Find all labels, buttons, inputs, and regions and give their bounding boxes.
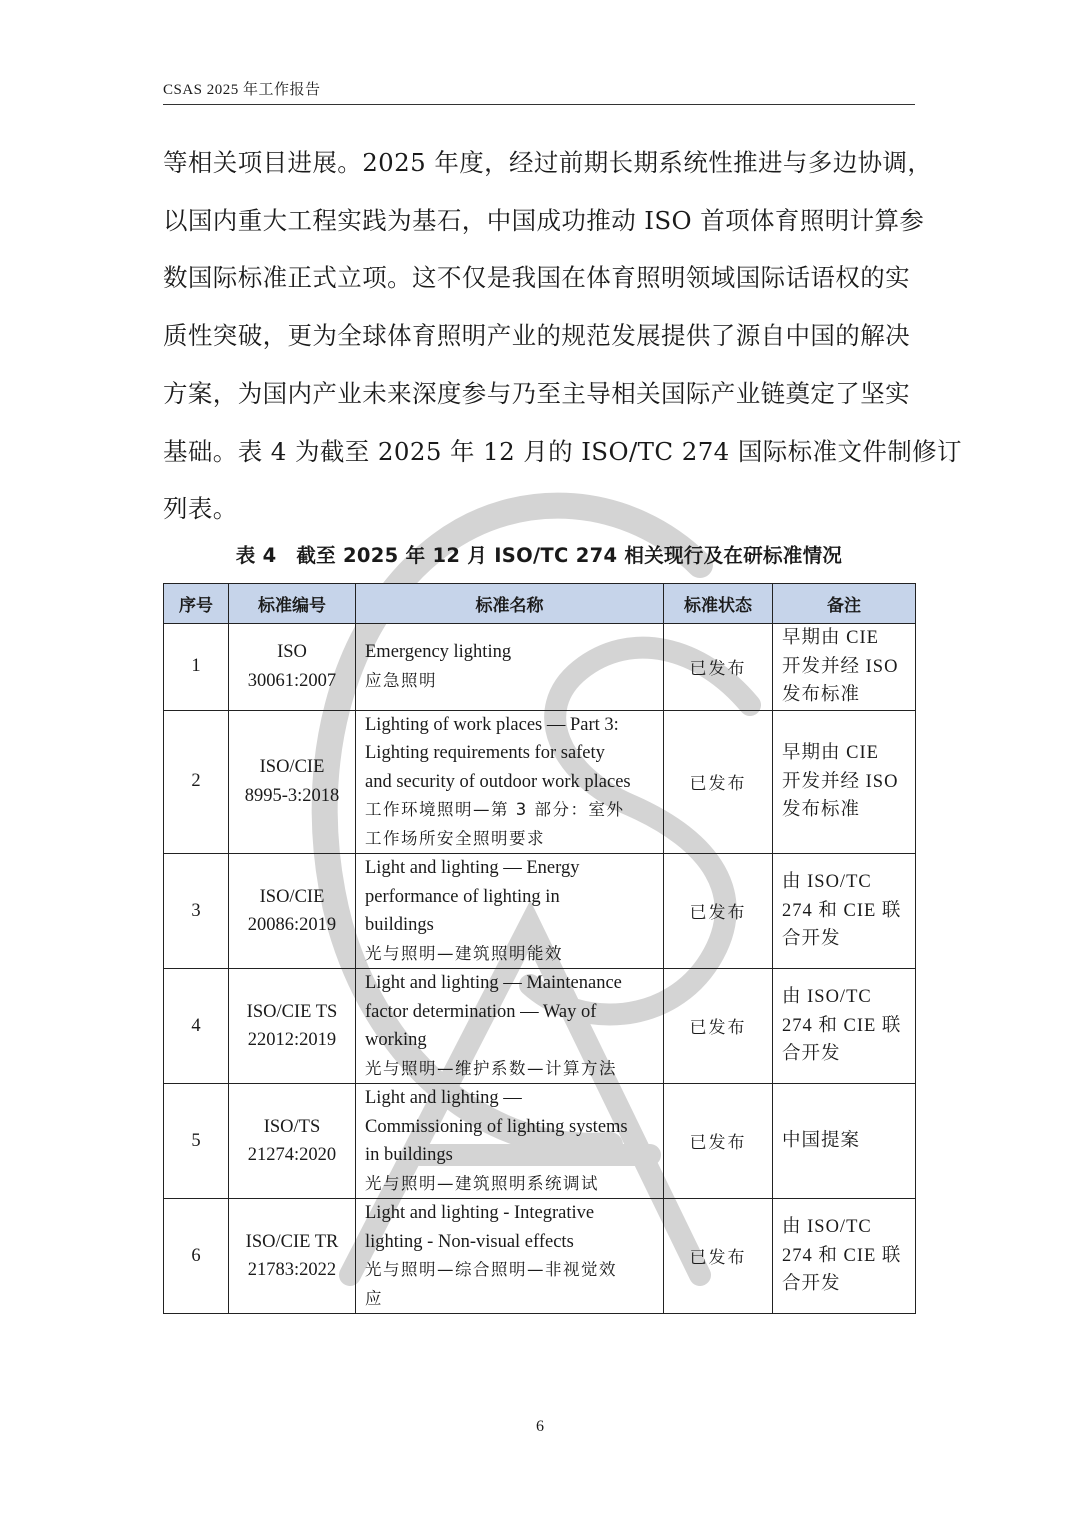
column-header-name: 标准名称 (356, 584, 664, 624)
running-header: CSAS 2025 年工作报告 (163, 82, 321, 98)
status-text: 已发布 (689, 1248, 747, 1268)
name-en-line: Light and lighting — Energy (365, 858, 580, 878)
standard-name (356, 854, 664, 969)
row-number: 5 (164, 1084, 229, 1199)
body-line: 质性突破，更为全球体育照明产业的规范发展提供了源自中国的解决 (163, 321, 910, 351)
table-row (164, 1199, 916, 1314)
status-text: 已发布 (689, 1133, 747, 1153)
table-header-row (164, 584, 916, 624)
standard-name (356, 969, 664, 1084)
note-line: 274 和 CIE 联 (782, 1245, 902, 1266)
table-row (164, 710, 916, 854)
status-text: 已发布 (689, 1018, 747, 1038)
note-line: 274 和 CIE 联 (782, 1015, 902, 1036)
code-line: 30061:2007 (247, 670, 337, 691)
body-line: 基础。表 4 为截至 2025 年 12 月的 ISO/TC 274 国际标准文件制修订 (163, 436, 962, 466)
table-row (164, 969, 916, 1084)
body-line: 方案，为国内产业未来深度参与乃至主导相关国际产业链奠定了坚实 (163, 378, 910, 408)
standard-status (664, 854, 773, 969)
name-en-line: Light and lighting — (365, 1088, 522, 1108)
name-en-line: performance of lighting in (365, 886, 560, 907)
row-number: 1 (164, 624, 229, 711)
name-zh-line: 应 (365, 1288, 383, 1308)
note-line: 早期由 CIE (782, 743, 879, 763)
standard-status (664, 969, 773, 1084)
note-line: 合开发 (782, 1274, 841, 1295)
note-line: 早期由 CIE (782, 628, 879, 648)
body-line: 数国际标准正式立项。这不仅是我国在体育照明领域国际话语权的实 (163, 263, 910, 293)
name-zh-line: 光与照明—建筑照明能效 (365, 943, 563, 963)
standard-note (773, 1199, 916, 1314)
status-text: 已发布 (689, 903, 747, 923)
standard-status (664, 710, 773, 854)
name-en-line: Lighting of work places — Part 3: (365, 714, 619, 735)
note-line: 合开发 (782, 929, 841, 950)
name-en-line: Light and lighting — Maintenance (365, 973, 622, 993)
code-line: ISO/CIE (259, 886, 325, 907)
row-number: 2 (164, 710, 229, 854)
table-row (164, 624, 916, 711)
code-line: 21274:2020 (247, 1145, 337, 1165)
column-header-no: 序号 (164, 584, 229, 624)
body-line: 列表。 (163, 494, 238, 524)
note-line: 发布标准 (782, 685, 861, 705)
standards-table (163, 583, 916, 1314)
note-line: 发布标准 (782, 800, 861, 820)
row-number: 3 (164, 854, 229, 969)
name-zh-line: 光与照明—综合照明—非视觉效 (365, 1260, 617, 1279)
header-rule (163, 104, 915, 105)
note-line: 由 ISO/TC (782, 1217, 872, 1238)
name-en-line: Light and lighting - Integrative (365, 1203, 595, 1223)
table-row (164, 854, 916, 969)
standard-code (229, 1199, 356, 1314)
status-text: 已发布 (689, 773, 747, 794)
code-line: 21783:2022 (247, 1260, 337, 1280)
table-caption: 表 4 截至 2025 年 12 月 ISO/TC 274 相关现行及在研标准情况 (235, 544, 843, 567)
table-row (164, 1084, 916, 1199)
standard-code (229, 624, 356, 711)
code-line: ISO/CIE TS (246, 1001, 338, 1022)
name-en-line: factor determination — Way of (365, 1001, 597, 1022)
status-text: 已发布 (689, 658, 747, 679)
standard-name (356, 710, 664, 854)
code-line: ISO/CIE TR (245, 1231, 339, 1252)
note-line: 由 ISO/TC (782, 987, 872, 1008)
code-line: ISO (277, 642, 307, 663)
note-line: 合开发 (782, 1044, 841, 1065)
standard-name (356, 1084, 664, 1199)
body-paragraph (163, 134, 962, 538)
standard-code (229, 710, 356, 854)
code-line: ISO/CIE (259, 757, 325, 778)
name-en-line: Commissioning of lighting systems (365, 1116, 628, 1137)
standard-name (356, 624, 664, 711)
code-line: ISO/TS (263, 1116, 321, 1137)
column-header-code: 标准编号 (229, 584, 356, 624)
code-line: 22012:2019 (247, 1030, 337, 1050)
standard-name (356, 1199, 664, 1314)
name-zh-line: 工作环境照明—第 3 部分：室外 (365, 800, 625, 819)
note-line: 中国提案 (782, 1130, 861, 1151)
name-en-line: buildings (365, 915, 434, 935)
name-en-line: lighting - Non-visual effects (365, 1231, 574, 1252)
name-en-line: and security of outdoor work places (365, 771, 631, 792)
name-zh-line: 光与照明—维护系数—计算方法 (365, 1058, 617, 1078)
standard-note (773, 624, 916, 711)
standard-note (773, 710, 916, 854)
column-header-status: 标准状态 (664, 584, 773, 624)
note-line: 开发并经 ISO (782, 656, 899, 677)
standard-code (229, 1084, 356, 1199)
page-number: 6 (536, 1418, 544, 1435)
standard-note (773, 854, 916, 969)
row-number: 4 (164, 969, 229, 1084)
standard-note (773, 969, 916, 1084)
body-line: 等相关项目进展。2025 年度，经过前期长期系统性推进与多边协调， (163, 148, 933, 177)
name-zh-line: 光与照明—建筑照明系统调试 (365, 1173, 599, 1193)
name-en-line: working (365, 1030, 427, 1050)
code-line: 8995-3:2018 (244, 785, 340, 806)
standard-status (664, 1199, 773, 1314)
standard-status (664, 624, 773, 711)
name-en-line: Lighting requirements for safety (365, 743, 605, 763)
note-line: 由 ISO/TC (782, 872, 872, 893)
note-line: 274 和 CIE 联 (782, 900, 902, 921)
name-zh-line: 工作场所安全照明要求 (365, 828, 545, 848)
body-line: 以国内重大工程实践为基石，中国成功推动 ISO 首项体育照明计算参 (163, 205, 925, 235)
note-line: 开发并经 ISO (782, 771, 899, 792)
code-line: 20086:2019 (247, 915, 337, 935)
standard-note (773, 1084, 916, 1199)
name-zh-line: 应急照明 (365, 670, 437, 690)
standard-code (229, 854, 356, 969)
row-number: 6 (164, 1199, 229, 1314)
standard-code (229, 969, 356, 1084)
name-en-line: Emergency lighting (365, 642, 512, 663)
name-en-line: in buildings (365, 1145, 453, 1165)
column-header-note: 备注 (773, 584, 916, 624)
standard-status (664, 1084, 773, 1199)
